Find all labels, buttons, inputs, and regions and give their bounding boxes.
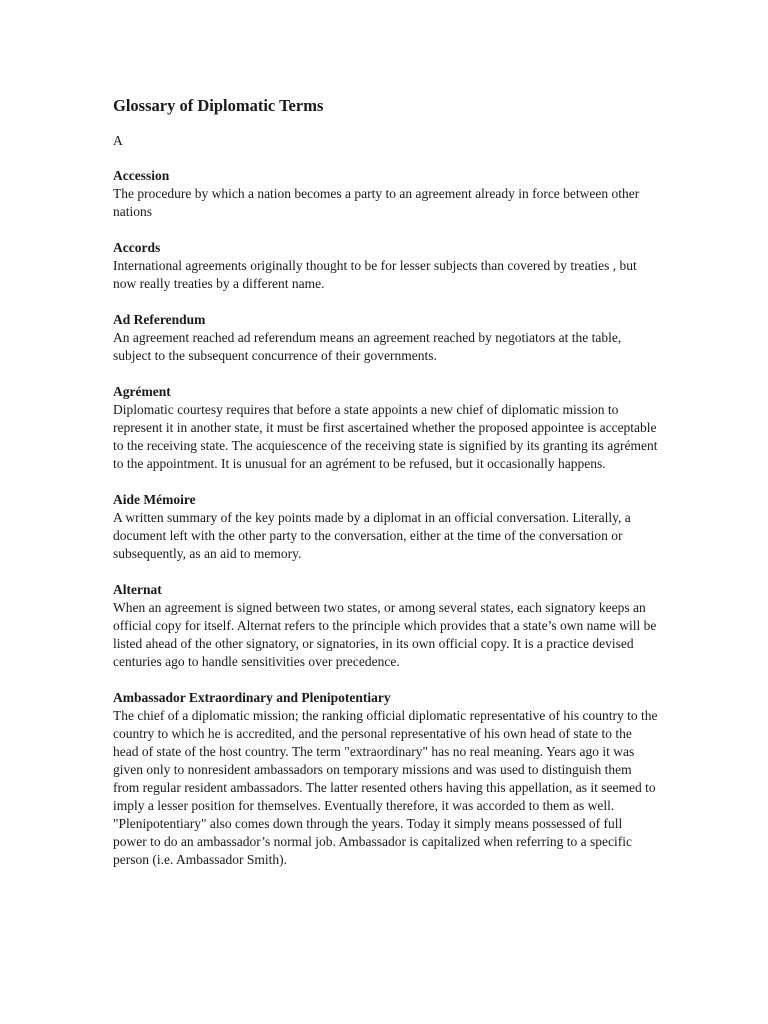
glossary-entry-ambassador bbox=[113, 689, 658, 869]
document-title: Glossary of Diplomatic Terms bbox=[113, 96, 324, 115]
glossary-entry-aide-memoire bbox=[113, 491, 658, 563]
term-heading: Agrément bbox=[113, 384, 171, 399]
term-definition: A written summary of the key points made by a diplomat in an official conversation. Literally, a document left with the other party to the conversation, either at the time of the conversation or subsequently, as an aid to memory. bbox=[113, 510, 631, 561]
term-definition: The chief of a diplomatic mission; the ranking official diplomatic representative of his country to the country to which he is accredited, and the personal representative of his own head of state to the head of state of the host country. The term "extraordinary" has no real meaning. Years ago it was given only to nonresident ambassadors on temporary missions and was used to distinguish them from regular resident ambassadors. The latter resented others having this appellation, as it seemed to imply a lesser position for themselves. Eventually therefore, it was accorded to them as well. "Plenipotentiary" also comes down through the years. Today it simply means possessed of full power to do an ambassador’s normal job. Ambassador is capitalized when referring to a specific person (i.e. Ambassador Smith). bbox=[113, 708, 658, 867]
glossary-entry-accords bbox=[113, 239, 658, 293]
glossary-entry-ad-referendum bbox=[113, 311, 658, 365]
term-heading: Accession bbox=[113, 168, 170, 183]
glossary-entries bbox=[113, 167, 658, 869]
glossary-entry-alternat bbox=[113, 581, 658, 671]
term-heading: Ad Referendum bbox=[113, 312, 206, 327]
term-heading: Alternat bbox=[113, 582, 162, 597]
term-definition: When an agreement is signed between two states, or among several states, each signatory keeps an official copy for itself. Alternat refers to the principle which provides that a state’s own name will be listed ahead of the other signatory, or signatories, in its own official copy. It is a practice devised centuries ago to handle sensitivities over precedence. bbox=[113, 600, 657, 669]
term-definition: An agreement reached ad referendum means an agreement reached by negotiators at the table, subject to the subsequent concurrence of their governments. bbox=[113, 330, 622, 363]
term-definition: The procedure by which a nation becomes a party to an agreement already in force between other nations bbox=[113, 186, 640, 219]
document-page bbox=[113, 96, 658, 887]
term-definition: Diplomatic courtesy requires that before a state appoints a new chief of diplomatic mission to represent it in another state, it must be first ascertained whether the proposed appointee is acceptable to the receiving state. The acquiescence of the receiving state is signified by its granting its agrément to the appointment. It is unusual for an agrément to be refused, but it occasionally happens. bbox=[113, 402, 658, 471]
term-heading: Accords bbox=[113, 240, 161, 255]
term-definition: International agreements originally thought to be for lesser subjects than covered by treaties , but now really treaties by a different name. bbox=[113, 258, 637, 291]
glossary-entry-agrement bbox=[113, 383, 658, 473]
glossary-entry-accession bbox=[113, 167, 658, 221]
section-letter: A bbox=[113, 133, 123, 148]
term-heading: Ambassador Extraordinary and Plenipotentiary bbox=[113, 690, 391, 705]
term-heading: Aide Mémoire bbox=[113, 492, 196, 507]
